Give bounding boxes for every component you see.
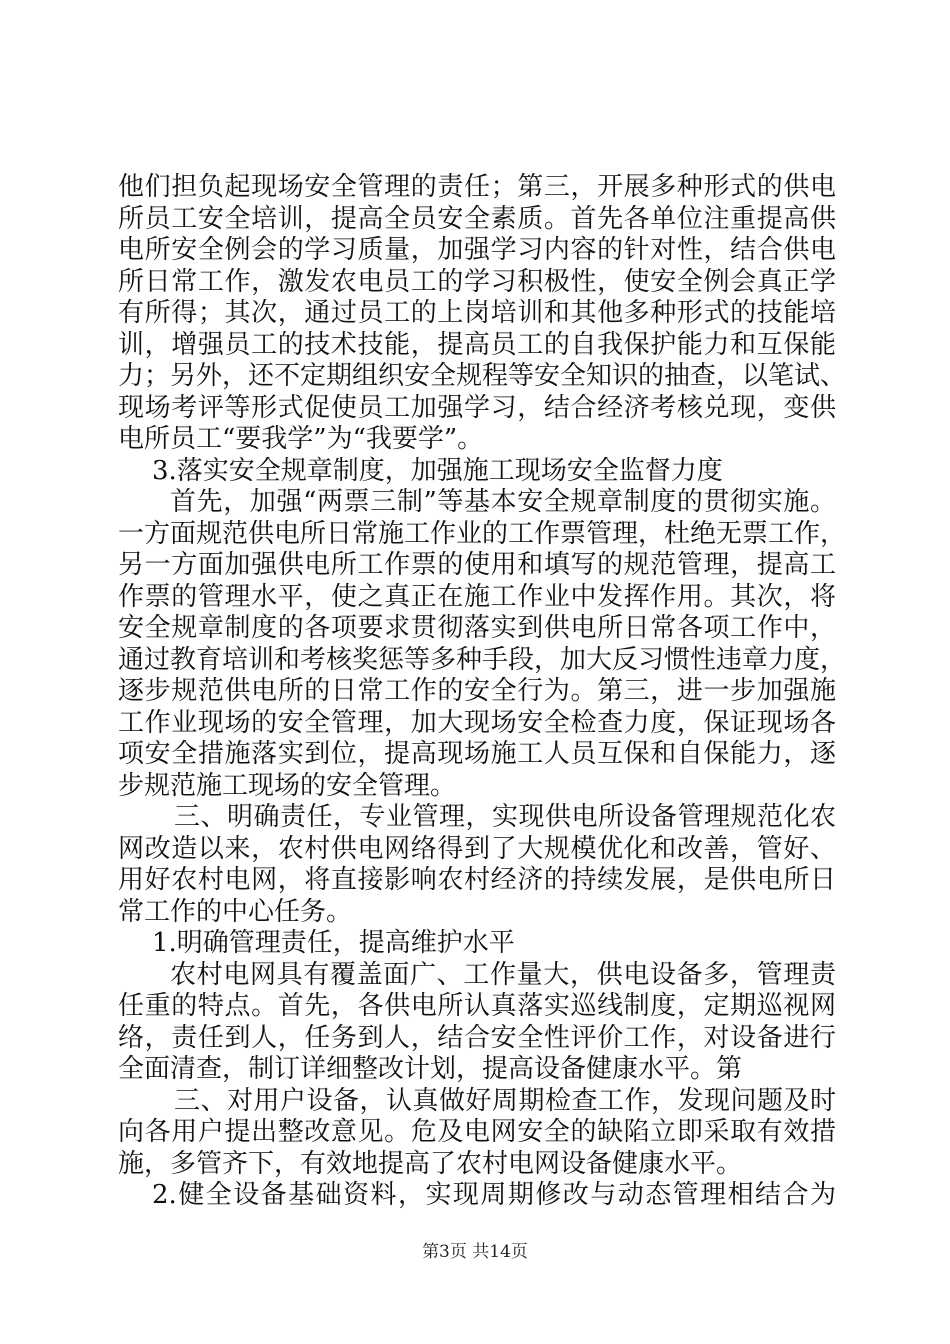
text-line: 电所安全例会的学习质量，加强学习内容的针对性，结合供电 <box>118 235 836 265</box>
text-line: 首先，加强“两票三制”等基本安全规章制度的贯彻实施。 <box>170 487 836 517</box>
text-line: 任重的特点。首先，各供电所认真落实巡线制度，定期巡视网 <box>118 991 836 1021</box>
text-line: 所日常工作，激发农电员工的学习积极性，使安全例会真正学 <box>118 266 836 297</box>
text-line: 逐步规范供电所的日常工作的安全行为。第三，进一步加强施 <box>118 676 836 706</box>
section-heading: 3.落实安全规章制度，加强施工现场安全监督力度 <box>152 455 723 486</box>
text-line: 另一方面加强供电所工作票的使用和填写的规范管理，提高工 <box>118 550 836 580</box>
text-line: 作票的管理水平，使之真正在施工作业中发挥作用。其次，将 <box>118 581 836 612</box>
text-line: 用好农村电网，将直接影响农村经济的持续发展，是供电所日 <box>118 865 836 895</box>
text-line: 络，责任到人，任务到人，结合安全性评价工作，对设备进行 <box>118 1022 836 1053</box>
text-line: 他们担负起现场安全管理的责任；第三，开展多种形式的供电 <box>118 172 836 202</box>
text-line: 力；另外，还不定期组织安全规程等安全知识的抽查，以笔试、 <box>118 361 847 391</box>
text-line: 现场考评等形式促使员工加强学习，结合经济考核兑现，变供 <box>118 392 836 423</box>
page-number-footer: 第3页 共14页 <box>422 1242 528 1262</box>
section-heading: 2.健全设备基础资料，实现周期修改与动态管理相结合为 <box>152 1180 836 1210</box>
text-line: 农村电网具有覆盖面广、工作量大，供电设备多，管理责 <box>170 959 836 990</box>
document-body <box>118 172 847 1212</box>
text-line: 有所得；其次，通过员工的上岗培训和其他多种形式的技能培 <box>118 298 836 328</box>
text-line: 通过教育培训和考核奖惩等多种手段，加大反习惯性违章力度， <box>118 644 847 675</box>
text-line: 施，多管齐下，有效地提高了农村电网设备健康水平。 <box>118 1148 743 1179</box>
text-line: 训，增强员工的技术技能，提高员工的自我保护能力和互保能 <box>118 329 836 360</box>
text-line: 工作业现场的安全管理，加大现场安全检查力度，保证现场各 <box>118 707 836 738</box>
text-line: 三、对用户设备，认真做好周期检查工作，发现问题及时 <box>174 1085 836 1116</box>
text-line: 向各用户提出整改意见。危及电网安全的缺陷立即采取有效措 <box>118 1117 836 1147</box>
text-line: 全面清查，制订详细整改计划，提高设备健康水平。第 <box>118 1054 743 1084</box>
text-line: 常工作的中心任务。 <box>118 896 353 927</box>
text-line: 安全规章制度的各项要求贯彻落实到供电所日常各项工作中， <box>118 613 836 643</box>
text-line: 一方面规范供电所日常施工作业的工作票管理，杜绝无票工作， <box>118 518 847 549</box>
text-line: 网改造以来，农村供电网络得到了大规模优化和改善，管好、 <box>118 833 836 864</box>
section-heading: 三、明确责任，专业管理，实现供电所设备管理规范化农 <box>174 802 836 832</box>
section-heading: 1.明确管理责任，提高维护水平 <box>152 928 515 958</box>
text-line: 步规范施工现场的安全管理。 <box>118 770 457 801</box>
text-line: 所员工安全培训，提高全员安全素质。首先各单位注重提高供 <box>118 203 836 234</box>
text-line: 项安全措施落实到位，提高现场施工人员互保和自保能力，逐 <box>118 739 836 769</box>
text-line: 电所员工“要我学”为“我要学”。 <box>118 424 484 454</box>
